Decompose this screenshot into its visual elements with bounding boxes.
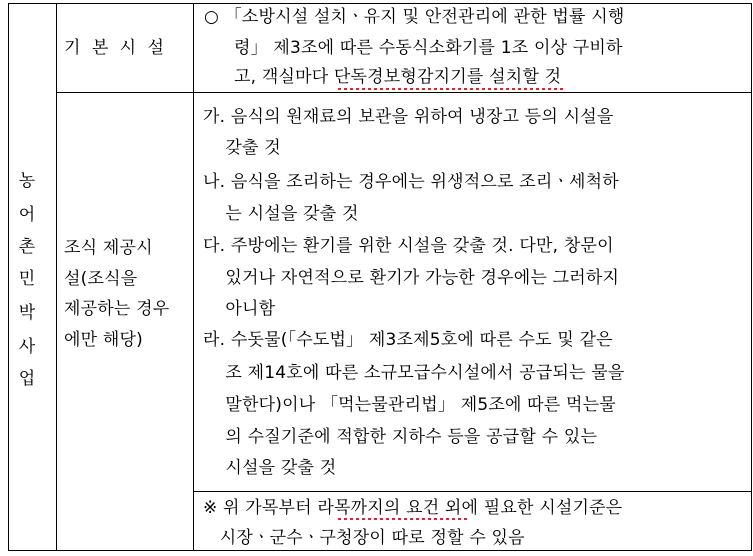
requirement-line: 시설을 갖출 것 [203, 458, 337, 478]
row-header-char: 농 [18, 171, 36, 191]
requirement-line: 나. 음식을 조리하는 경우에는 위생적으로 조리ㆍ세척하 [203, 172, 619, 192]
table-border-top [8, 3, 752, 4]
row-header-char: 촌 [18, 237, 36, 257]
spellcheck-underline [338, 88, 563, 90]
requirement-line: 있거나 자연적으로 환기가 가능한 경우에는 그러하지 [203, 268, 620, 288]
row-header-char: 어 [18, 205, 36, 225]
breakfast-label-line: 조식 제공시 [64, 238, 153, 258]
row-header-char: 업 [18, 369, 36, 389]
basic-line: 령」 제3조에 따른 수동식소화기를 1조 이상 구비하 [234, 38, 623, 58]
requirement-line: 다. 주방에는 환기를 위한 시설을 갖출 것. 다만, 창문이 [203, 236, 614, 256]
table-border-bottom [8, 550, 752, 551]
requirement-line: 조 제14호에 따른 소규모급수시설에서 공급되는 물을 [203, 363, 625, 383]
requirement-line: 가. 음식의 원재료의 보관을 위하여 냉장고 등의 시설을 [203, 107, 614, 127]
requirement-line: 말한다)이나 「먹는물관리법」 제5조에 따른 먹는물 [203, 395, 616, 415]
requirement-line: 갖출 것 [203, 138, 281, 158]
requirement-line: 는 시설을 갖출 것 [203, 204, 359, 224]
column-divider-1 [56, 3, 57, 551]
note-line: 시장ㆍ군수ㆍ구청장이 따로 정할 수 있음 [203, 528, 525, 548]
table-border-left [8, 3, 9, 551]
basic-line: 고, 객실마다 단독경보형감지기를 설치할 것 [234, 67, 562, 87]
breakfast-label-line: 설(조식을 [64, 269, 138, 289]
row-divider-note [193, 491, 752, 492]
row-header-char: 박 [18, 303, 36, 323]
spellcheck-underline [338, 518, 468, 520]
row-divider-basic [56, 92, 752, 93]
requirement-line: 라. 수돗물(「수도법」 제3조제5호에 따른 수도 및 같은 [203, 330, 613, 350]
requirement-line: 아니함 [203, 299, 276, 319]
table-border-right [751, 3, 752, 551]
basic-facility-label: 기 본 시 설 [64, 38, 167, 58]
column-divider-2 [193, 3, 194, 551]
requirement-line: 의 수질기준에 적합한 지하수 등을 공급할 수 있는 [203, 427, 598, 447]
row-header-char: 민 [18, 269, 36, 289]
note-line: ※ 위 가목부터 라목까지의 요건 외에 필요한 시설기준은 [203, 498, 623, 518]
basic-line: ○ 「소방시설 설치ㆍ유지 및 안전관리에 관한 법률 시행 [204, 7, 625, 27]
row-header-char: 사 [18, 337, 36, 357]
breakfast-label-line: 제공하는 경우 [64, 299, 170, 319]
breakfast-label-line: 에만 해당) [64, 330, 143, 350]
